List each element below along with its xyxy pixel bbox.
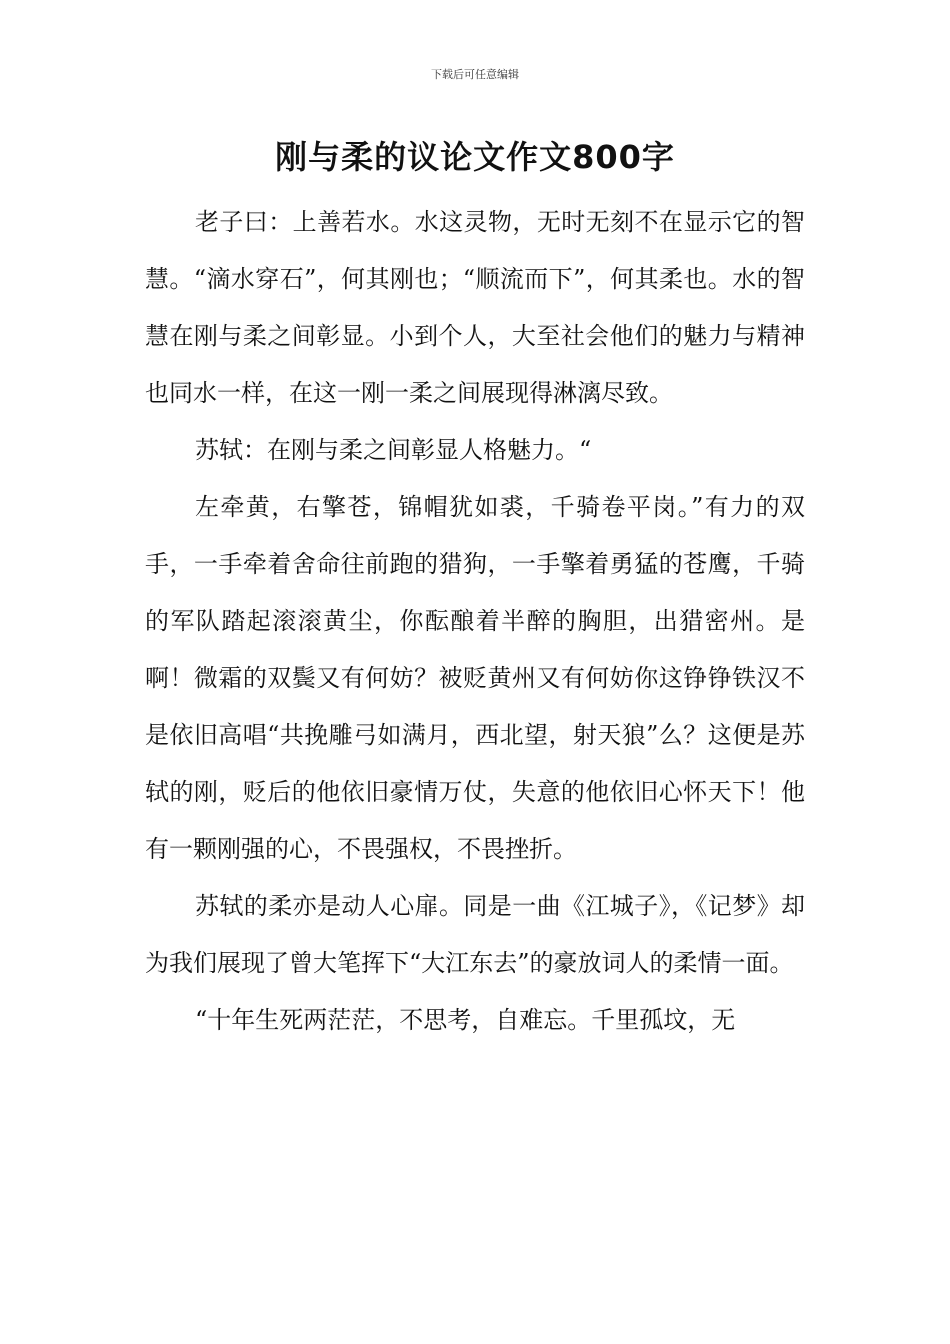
- paragraph: 苏轼：在刚与柔之间彰显人格魅力。“: [195, 436, 592, 464]
- document-body: [145, 194, 805, 1049]
- paragraph: “十年生死两茫茫，不思考，自难忘。千里孤坟，无: [195, 1006, 736, 1034]
- header-note: 下载后可任意编辑: [431, 68, 519, 81]
- document-title: 刚与柔的议论文作文800字: [275, 138, 675, 176]
- paragraph: 左牵黄，右擎苍，锦帽犹如裘，千骑卷平岗。”有力的双手，一手牵着舍命往前跑的猎狗，一手擎着勇猛的苍鹰，千骑的军队踏起滚滚黄尘，你酝酿着半醉的胸胆，出猎密州。是啊！微霜的双鬓又有何妨？被贬黄州又有何妨你这铮铮铁汉不是依旧高唱“共挽雕弓如满月，西北望，射天狼”么？这便是苏轼的刚，贬后的他依旧豪情万仗，失意的他依旧心怀天下！他有一颗刚强的心，不畏强权，不畏挫折。: [145, 493, 805, 863]
- paragraph: 苏轼的柔亦是动人心扉。同是一曲《江城子》，《记梦》却为我们展现了曾大笔挥下“大江东去”的豪放词人的柔情一面。: [145, 892, 805, 977]
- paragraph: 老子曰：上善若水。水这灵物，无时无刻不在显示它的智慧。“滴水穿石”，何其刚也；“顺流而下”，何其柔也。水的智慧在刚与柔之间彰显。小到个人，大至社会他们的魅力与精神也同水一样，在这一刚一柔之间展现得淋漓尽致。: [145, 208, 805, 407]
